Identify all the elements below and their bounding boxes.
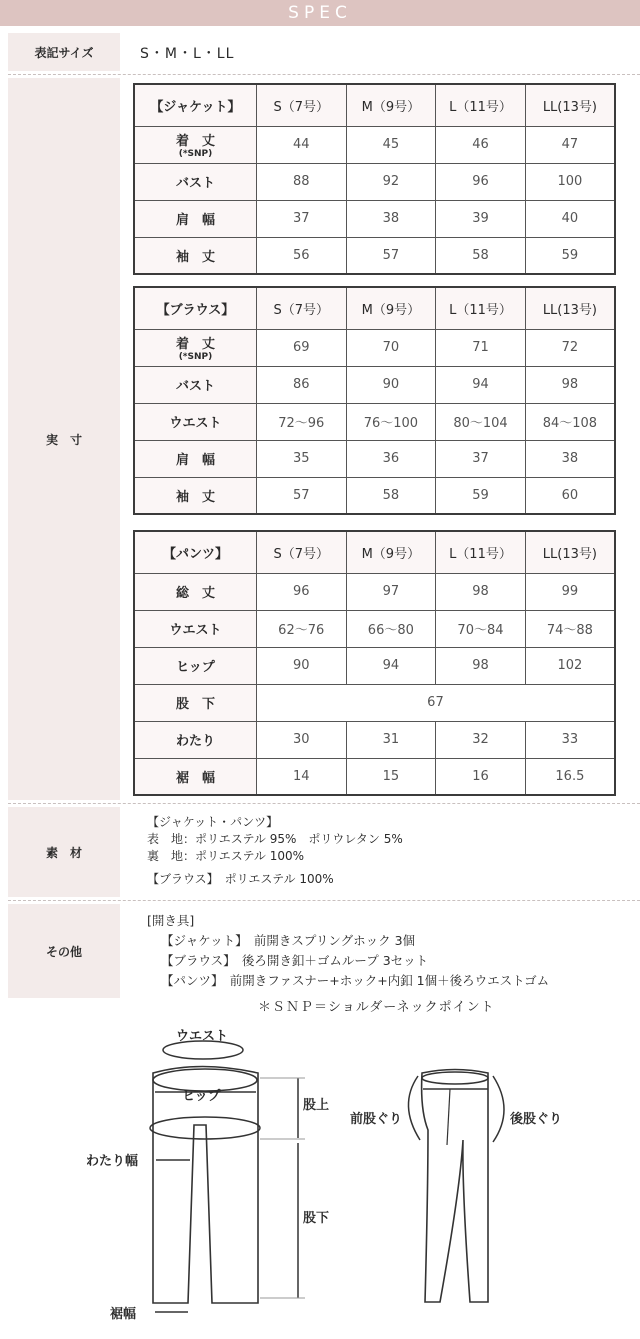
table-row	[134, 440, 615, 477]
row-label: 裾 幅	[134, 758, 256, 795]
table-cell: 94	[346, 647, 436, 684]
row-label: 袖 丈	[134, 477, 256, 514]
other-label: その他	[8, 904, 120, 998]
table-cell: 58	[436, 237, 526, 274]
table-cell: 88	[256, 163, 346, 200]
table-row	[134, 403, 615, 440]
table-cell: 66〜80	[346, 610, 436, 647]
table-cell: 44	[256, 126, 346, 163]
row-label: ウエスト	[134, 403, 256, 440]
table-cell: 72〜96	[256, 403, 346, 440]
row-label-text: 着 丈	[175, 134, 215, 149]
table-row	[134, 573, 615, 610]
table-row	[134, 610, 615, 647]
other-line: 【ジャケット】 前開きスプリングホック 3個	[161, 933, 416, 948]
table-cell: 92	[346, 163, 436, 200]
table-row	[134, 237, 615, 274]
measure-label: 実 寸	[8, 78, 120, 800]
table-cell: 37	[436, 440, 526, 477]
row-label: わたり	[134, 721, 256, 758]
table-row	[134, 758, 615, 795]
table-cell: 59	[525, 237, 615, 274]
table-cell: 76〜100	[346, 403, 436, 440]
table-row	[134, 477, 615, 514]
table-header-cell: L（11号）	[436, 84, 526, 126]
other-text	[147, 911, 549, 991]
row-label-sub: (*SNP)	[178, 149, 213, 159]
table-cell: 58	[346, 477, 436, 514]
table-header-cell: 【ブラウス】	[134, 287, 256, 329]
front-rise-arrow	[408, 1076, 420, 1140]
table-row	[134, 366, 615, 403]
row-label: 袖 丈	[134, 237, 256, 274]
size-value: S・M・L・LL	[140, 46, 235, 62]
table-cell: 98	[525, 366, 615, 403]
table-cell: 16.5	[525, 758, 615, 795]
table-row	[134, 329, 615, 366]
table-header-cell: S（7号）	[256, 531, 346, 573]
material-line: 裏 地：ポリエステル 100%	[147, 849, 305, 863]
table-header-cell: S（7号）	[256, 287, 346, 329]
table-row	[134, 126, 615, 163]
table-cell: 57	[256, 477, 346, 514]
table-cell: 35	[256, 440, 346, 477]
rise-label: 股上	[303, 1098, 330, 1113]
table-cell: 46	[436, 126, 526, 163]
table-cell: 74〜88	[525, 610, 615, 647]
table-cell: 33	[525, 721, 615, 758]
material-label: 素 材	[8, 807, 120, 897]
row-label: ウエスト	[134, 610, 256, 647]
table-cell: 40	[525, 200, 615, 237]
thigh-label: わたり幅	[86, 1154, 139, 1169]
table-cell: 94	[436, 366, 526, 403]
table-cell: 30	[256, 721, 346, 758]
front-rise-label: 前股ぐり	[350, 1112, 403, 1127]
table-cell: 16	[436, 758, 526, 795]
table-header-cell: LL(13号)	[525, 287, 615, 329]
table-cell: 86	[256, 366, 346, 403]
table-cell: 15	[346, 758, 436, 795]
blouse-table	[133, 286, 616, 515]
table-header-cell: 【ジャケット】	[134, 84, 256, 126]
table-row	[134, 721, 615, 758]
table-cell: 96	[256, 573, 346, 610]
size-label: 表記サイズ	[8, 33, 120, 71]
inseam-label: 股下	[303, 1211, 330, 1226]
table-header-row	[134, 287, 615, 329]
table-header-cell: LL(13号)	[525, 84, 615, 126]
table-cell: 80〜104	[436, 403, 526, 440]
row-label	[134, 329, 256, 366]
table-row	[134, 647, 615, 684]
table-cell: 99	[525, 573, 615, 610]
row-label: 肩 幅	[134, 200, 256, 237]
table-cell: 14	[256, 758, 346, 795]
other-line: [開き具]	[147, 913, 195, 928]
row-label: バスト	[134, 366, 256, 403]
spec-header: SPEC	[0, 0, 640, 26]
table-cell: 90	[346, 366, 436, 403]
other-line: 【ブラウス】 後ろ開き釦＋ゴムループ 3セット	[161, 953, 429, 968]
table-header-cell: M（9号）	[346, 84, 436, 126]
row-label-text: 着 丈	[175, 337, 215, 352]
other-line: 【パンツ】 前開きファスナー+ホック+内釦 1個＋後ろウエストゴム	[161, 973, 550, 988]
row-label-sub: (*SNP)	[178, 352, 213, 362]
table-cell: 56	[256, 237, 346, 274]
table-cell: 59	[436, 477, 526, 514]
table-cell: 70	[346, 329, 436, 366]
table-header-cell: L（11号）	[436, 287, 526, 329]
table-cell: 70〜84	[436, 610, 526, 647]
table-cell: 62〜76	[256, 610, 346, 647]
table-row	[134, 163, 615, 200]
hem-label: 裾幅	[110, 1307, 137, 1322]
table-cell: 60	[525, 477, 615, 514]
pants-diagram	[0, 1010, 640, 1339]
table-cell: 71	[436, 329, 526, 366]
row-label	[134, 126, 256, 163]
snp-note: ＊ＳＮＰ＝ショルダーネックポイント	[258, 1000, 495, 1015]
material-text	[147, 814, 403, 888]
table-cell: 100	[525, 163, 615, 200]
back-rise-label: 後股ぐり	[510, 1112, 563, 1127]
row-label: 肩 幅	[134, 440, 256, 477]
material-line: 【ブラウス】 ポリエステル 100%	[147, 872, 334, 886]
material-line: 【ジャケット・パンツ】	[147, 815, 279, 829]
table-cell: 84〜108	[525, 403, 615, 440]
table-cell: 37	[256, 200, 346, 237]
waist-label: ウエスト	[176, 1029, 229, 1044]
back-rise-arrow	[493, 1076, 504, 1142]
table-cell: 97	[346, 573, 436, 610]
table-cell-merged: 67	[256, 684, 615, 721]
divider	[8, 74, 640, 75]
table-header-cell: 【パンツ】	[134, 531, 256, 573]
table-cell: 98	[436, 573, 526, 610]
table-cell: 102	[525, 647, 615, 684]
material-line: 表 地：ポリエステル 95% ポリウレタン 5%	[147, 832, 403, 846]
table-cell: 36	[346, 440, 436, 477]
table-cell: 72	[525, 329, 615, 366]
table-cell: 69	[256, 329, 346, 366]
table-header-cell: M（9号）	[346, 531, 436, 573]
pants-side-outline	[422, 1070, 488, 1303]
table-row	[134, 684, 615, 721]
divider	[8, 803, 640, 804]
table-row	[134, 200, 615, 237]
table-header-cell: L（11号）	[436, 531, 526, 573]
table-cell: 98	[436, 647, 526, 684]
table-header-cell: M（9号）	[346, 287, 436, 329]
table-cell: 31	[346, 721, 436, 758]
row-label: ヒップ	[134, 647, 256, 684]
row-label: 股 下	[134, 684, 256, 721]
pants-table	[133, 530, 616, 796]
table-cell: 47	[525, 126, 615, 163]
table-cell: 38	[525, 440, 615, 477]
jacket-table	[133, 83, 616, 275]
table-header-row	[134, 84, 615, 126]
table-cell: 57	[346, 237, 436, 274]
table-header-cell: LL(13号)	[525, 531, 615, 573]
row-label: バスト	[134, 163, 256, 200]
table-header-row	[134, 531, 615, 573]
divider	[8, 900, 640, 901]
table-cell: 38	[346, 200, 436, 237]
row-label: 総 丈	[134, 573, 256, 610]
table-cell: 32	[436, 721, 526, 758]
table-cell: 90	[256, 647, 346, 684]
table-cell: 39	[436, 200, 526, 237]
table-cell: 96	[436, 163, 526, 200]
table-cell: 45	[346, 126, 436, 163]
hip-label: ヒップ	[182, 1089, 221, 1104]
table-header-cell: S（7号）	[256, 84, 346, 126]
